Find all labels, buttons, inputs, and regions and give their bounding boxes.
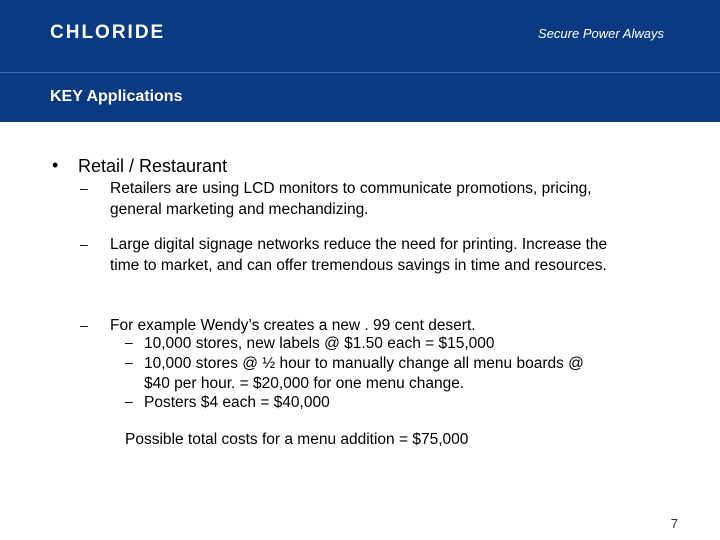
sub-dash-marker: – — [125, 393, 133, 409]
point-item: Retailers are using LCD monitors to communicate promotions, pricing, general marketing and mechandizing. — [110, 180, 592, 218]
sub-point-item: 10,000 stores @ ½ hour to manually change all menu boards @ $40 per hour. = $20,000 for one menu change. — [144, 355, 584, 392]
point-item: For example Wendy’s creates a new . 99 cent desert. — [110, 317, 476, 334]
sub-point-item: 10,000 stores, new labels @ $1.50 each = $15,000 — [144, 335, 495, 352]
section-heading: Retail / Restaurant — [78, 156, 228, 176]
sub-point-item: Posters $4 each = $40,000 — [144, 394, 330, 411]
bullet-marker: • — [52, 155, 59, 175]
slide-title: KEY Applications — [50, 88, 183, 105]
total-cost-line: Possible total costs for a menu addition = $75,000 — [125, 431, 469, 448]
chloride-logo: CHLORIDE — [50, 22, 166, 43]
tagline: Secure Power Always — [538, 26, 664, 41]
page-number: 7 — [670, 516, 678, 531]
dash-marker: – — [80, 180, 88, 196]
sub-dash-marker: – — [125, 334, 133, 350]
point-item: Large digital signage networks reduce the need for printing. Increase the time to market, and can offer tremendous savings in time and resources. — [110, 236, 608, 274]
sub-dash-marker: – — [125, 354, 133, 370]
dash-marker: – — [80, 317, 88, 333]
dash-marker: – — [80, 236, 88, 252]
